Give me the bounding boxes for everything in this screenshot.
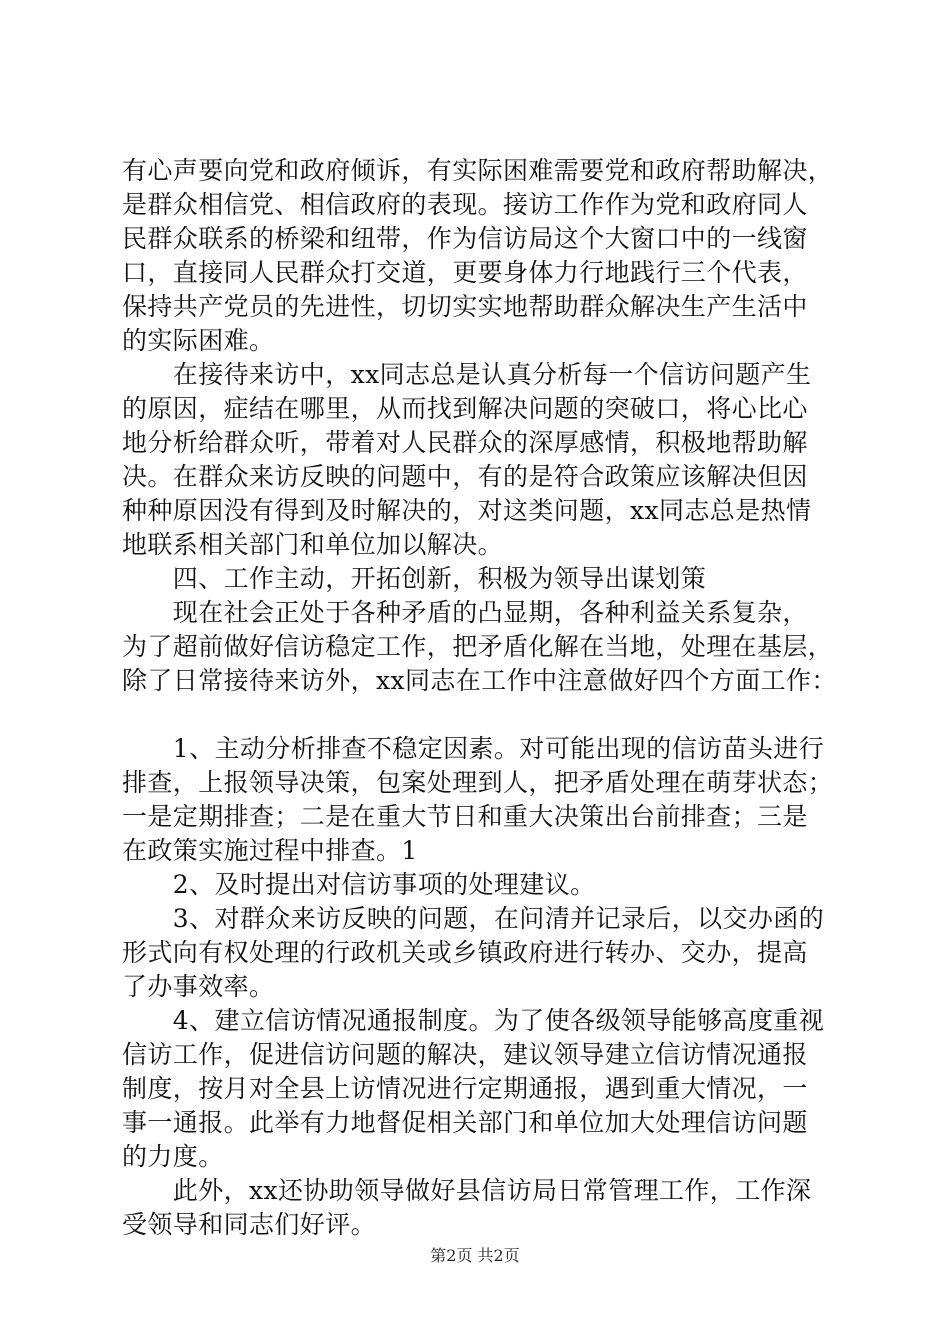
- text-line: 此外，xx还协助领导做好县信访局日常管理工作，工作深: [122, 1176, 812, 1205]
- text-line: 在政策实施过程中排查。1: [122, 836, 418, 865]
- section-heading: 四、工作主动，开拓创新，积极为领导出谋划策: [122, 564, 707, 593]
- text-line: 2、及时提出对信访事项的处理建议。: [122, 870, 596, 899]
- text-line: 保持共产党员的先进性，切切实实地帮助群众解决生产生活中: [122, 292, 808, 321]
- text-line: 口，直接同人民群众打交道，更要身体力行地践行三个代表，: [122, 258, 808, 287]
- text-line: 形式向有权处理的行政机关或乡镇政府进行转办、交办，提高: [122, 938, 808, 967]
- text-line: 有心声要向党和政府倾诉，有实际困难需要党和政府帮助解决，: [122, 156, 834, 185]
- text-line: 为了超前做好信访稳定工作，把矛盾化解在当地，处理在基层，: [122, 632, 834, 661]
- text-line: 的实际困难。: [122, 326, 275, 355]
- text-line: 一是定期排查；二是在重大节日和重大决策出台前排查；三是: [122, 802, 808, 831]
- text-line: 事一通报。此举有力地督促相关部门和单位加大处理信访问题: [122, 1108, 808, 1137]
- text-line: 除了日常接待来访外，xx同志在工作中注意做好四个方面工作：: [122, 666, 837, 695]
- text-line: 地联系相关部门和单位加以解决。: [122, 530, 504, 559]
- text-line: 信访工作，促进信访问题的解决，建议领导建立信访情况通报: [122, 1040, 808, 1069]
- text-line: 受领导和同志们好评。: [122, 1210, 377, 1239]
- text-line: 在接待来访中，xx同志总是认真分析每一个信访问题产生: [122, 360, 812, 389]
- text-line: 现在社会正处于各种矛盾的凸显期，各种利益关系复杂，: [122, 598, 808, 627]
- text-line: 种种原因没有得到及时解决的，对这类问题，xx同志总是热情: [122, 496, 812, 525]
- text-line: 的力度。: [122, 1142, 224, 1171]
- text-line: 民群众联系的桥梁和纽带，作为信访局这个大窗口中的一线窗: [122, 224, 808, 253]
- text-line: 3、对群众来访反映的问题，在问清并记录后，以交办函的: [122, 904, 825, 933]
- text-line: 决。在群众来访反映的问题中，有的是符合政策应该解决但因: [122, 462, 808, 491]
- text-line: 排查，上报领导决策，包案处理到人，把矛盾处理在萌芽状态；: [122, 768, 834, 797]
- page-number-footer: 第2页 共2页: [430, 1246, 520, 1265]
- text-line: 是群众相信党、相信政府的表现。接访工作作为党和政府同人: [122, 190, 808, 219]
- text-line: 的原因，症结在哪里，从而找到解决问题的突破口，将心比心: [122, 394, 808, 423]
- text-line: 地分析给群众听，带着对人民群众的深厚感情，积极地帮助解: [122, 428, 808, 457]
- blank-line: [122, 698, 834, 732]
- document-body: [122, 154, 837, 1242]
- text-line: 了办事效率。: [122, 972, 275, 1001]
- text-line: 1、主动分析排查不稳定因素。对可能出现的信访苗头进行: [122, 734, 825, 763]
- text-line: 4、建立信访情况通报制度。为了使各级领导能够高度重视: [122, 1006, 825, 1035]
- text-line: 制度，按月对全县上访情况进行定期通报，遇到重大情况，一: [122, 1074, 808, 1103]
